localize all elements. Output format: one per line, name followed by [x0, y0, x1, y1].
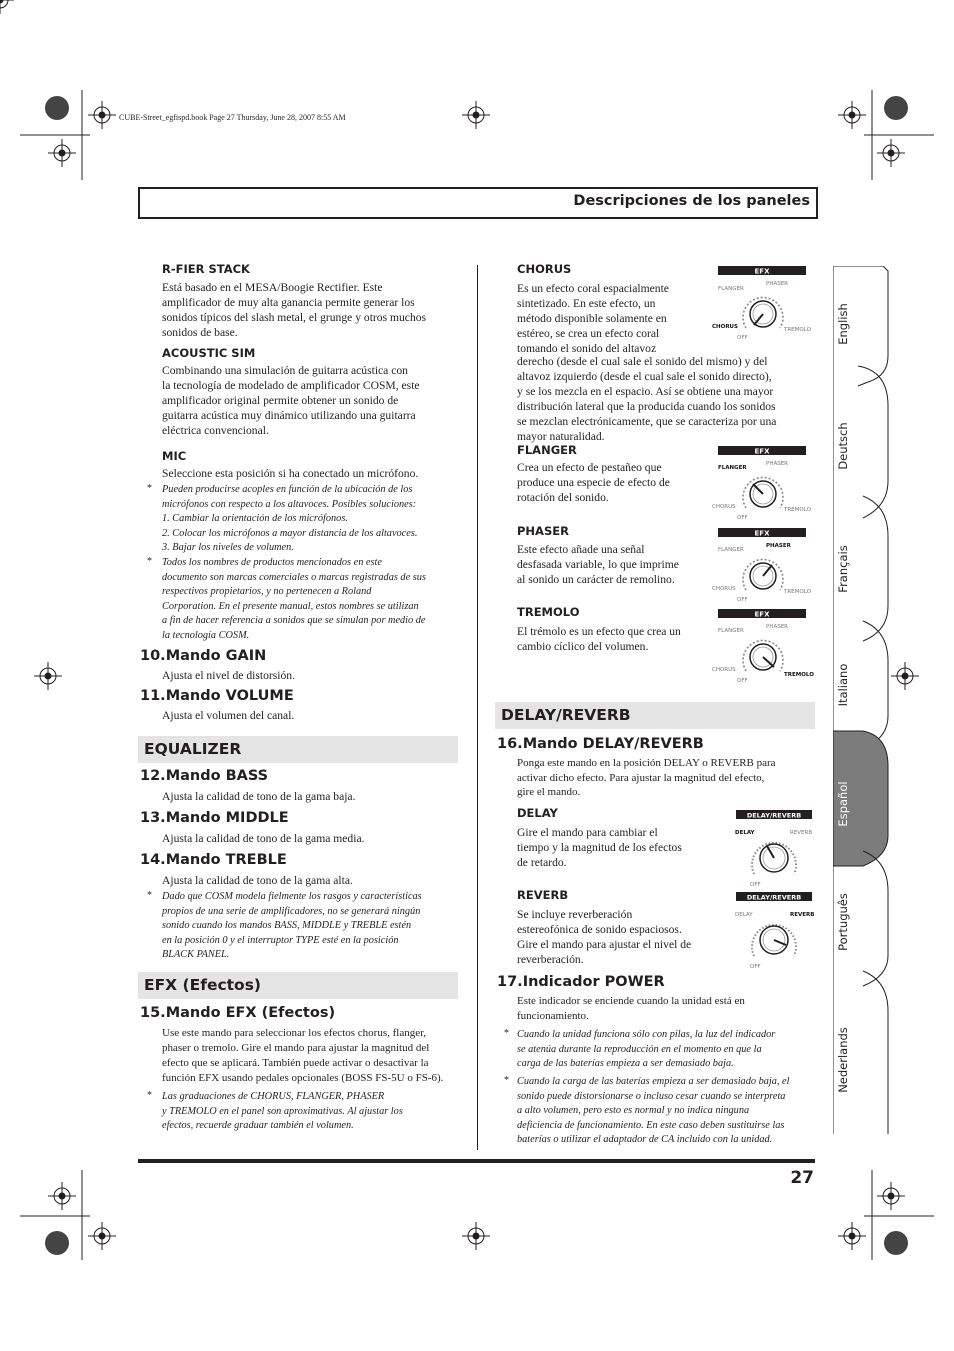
svg-text:DELAY/REVERB: DELAY/REVERB: [746, 811, 802, 820]
svg-text:PHASER: PHASER: [766, 543, 791, 549]
language-tabs: [833, 266, 893, 1134]
svg-text:OFF: OFF: [750, 882, 761, 888]
acoustic-title: ACOUSTIC SIM: [162, 346, 256, 360]
note-batteries-low: Cuando la carga de las baterías empieza a ser demasiado baja, el sonido puede distorsionarse o incluso cesar cuando se interpreta a alto volumen, pero esto es normal y no indica ninguna deficiencia de funcionamiento. En este caso deben sustituirse las baterías o utilizar el adaptador de CA incluido con la unidad.: [517, 1076, 790, 1145]
phaser-title: PHASER: [517, 524, 569, 538]
svg-text:PHASER: PHASER: [766, 624, 789, 630]
svg-text:CHORUS: CHORUS: [712, 586, 736, 592]
gain-heading: 10.Mando GAIN: [140, 648, 267, 664]
middle-heading: 13.Mando MIDDLE: [140, 810, 289, 826]
mic-title: MIC: [162, 449, 187, 463]
delay-reverb-heading: 16.Mando DELAY/REVERB: [497, 736, 704, 752]
svg-text:REVERB: REVERB: [790, 912, 815, 918]
svg-text:CHORUS: CHORUS: [712, 324, 738, 330]
svg-text:FLANGER: FLANGER: [718, 286, 744, 292]
tab-english[interactable]: English: [836, 303, 850, 345]
treble-text: Ajusta la calidad de tono de la gama alta.: [162, 874, 353, 887]
svg-text:PHASER: PHASER: [766, 461, 789, 467]
tab-nederlands[interactable]: Nederlands: [836, 1027, 850, 1093]
svg-text:PHASER: PHASER: [766, 281, 789, 287]
note-star: *: [147, 556, 152, 567]
note-star: *: [147, 1090, 152, 1101]
svg-text:FLANGER: FLANGER: [718, 465, 747, 471]
delay-title: DELAY: [517, 806, 558, 820]
svg-text:OFF: OFF: [737, 335, 748, 341]
svg-text:OFF: OFF: [737, 515, 748, 521]
svg-text:FLANGER: FLANGER: [718, 547, 744, 553]
svg-text:CHORUS: CHORUS: [712, 504, 736, 510]
tab-deutsch[interactable]: Deutsch: [836, 422, 850, 470]
svg-text:FLANGER: FLANGER: [718, 628, 744, 634]
note-efx: Las graduaciones de CHORUS, FLANGER, PHASER y TREMOLO en el panel son aproximativas. Al ajustar los efectos, recuerde graduar también el volumen.: [162, 1091, 403, 1131]
chorus-title: CHORUS: [517, 262, 572, 276]
rfier-title: R-FIER STACK: [162, 262, 250, 276]
chorus-text-short: Es un efecto coral espacialmente sintetizado. En este efecto, un método disponible solamente en estéreo, se crea un efecto coral tomando el sonido del altavoz: [517, 282, 669, 355]
treble-heading: 14.Mando TREBLE: [140, 852, 287, 868]
tab-espanol[interactable]: Español: [836, 781, 850, 827]
efx-knob-phaser-figure: [708, 526, 818, 604]
efx-section-band: EFX (Efectos): [138, 972, 458, 999]
svg-text:EFX: EFX: [754, 529, 770, 538]
page-number: 27: [790, 1168, 814, 1188]
note-star: *: [147, 483, 152, 494]
acoustic-text: Combinando una simulación de guitarra acústica con la tecnología de modelado de amplificador COSM, este amplificador original permite obtener un sonido de guitarra acústica muy dinámico utilizando una guitarra eléctrica convencional.: [162, 364, 420, 437]
rfier-text: Está basado en el MESA/Boogie Rectifier. Este amplificador de muy alta ganancia permite generar los sonidos típicos del slash metal, el grunge y otros muchos sonidos de base.: [162, 281, 427, 339]
middle-text: Ajusta la calidad de tono de la gama media.: [162, 832, 365, 845]
efx-knob-chorus-figure: [708, 264, 818, 342]
delay-knob-figure: [732, 808, 818, 890]
bass-text: Ajusta la calidad de tono de la gama baja.: [162, 790, 356, 803]
svg-text:EFX: EFX: [754, 610, 770, 619]
tab-portugues[interactable]: Português: [836, 893, 850, 951]
svg-text:DELAY: DELAY: [735, 912, 753, 918]
svg-text:TREMOLO: TREMOLO: [784, 672, 814, 678]
tab-francais[interactable]: Français: [836, 545, 850, 593]
note-star: *: [504, 1075, 509, 1086]
reverb-text: Se incluye reverberación estereofónica de sonido espaciosos. Gire el mando para ajustar el nivel de reverberación.: [517, 908, 692, 966]
equalizer-section-band: EQUALIZER: [138, 736, 458, 763]
note-trademarks: Todos los nombres de productos mencionados en este documento son marcas comerciales o marcas registradas de sus respectivos propietarios, y no pertenecen a Roland Corporation. En el presente manual, estos nombres se utilizan a fin de hacer referencia a sonidos que se simulan por medio de la tecnología COSM.: [162, 557, 426, 641]
tremolo-text: El trémolo es un efecto que crea un cambio cíclico del volumen.: [517, 625, 681, 653]
note-feedback: Pueden producirse acoples en función de la ubicación de los micrófonos con respecto a los altavoces. Posibles soluciones: 1. Cambiar la orientación de los micrófonos. 2. Colocar los micrófonos a mayor distancia de los altavoces. 3. Bajar los niveles de volumen.: [162, 484, 418, 553]
svg-text:OFF: OFF: [737, 678, 748, 684]
efx-knob-flanger-figure: [708, 444, 818, 522]
column-divider: [477, 265, 478, 1150]
chorus-text-long: derecho (desde el cual sale el sonido del mismo) y del altavoz izquierdo (desde el cual sale el sonido directo), y se los mezcla en el espacio. Así se obtiene una mayor distribución lateral que la producida cuando los sonidos se mezclan electrónicamente, que se caracteriza por una mayor naturalidad.: [517, 355, 777, 443]
svg-text:DELAY/REVERB: DELAY/REVERB: [746, 893, 802, 902]
page-section-title: Descripciones de los paneles: [573, 193, 810, 209]
svg-text:CHORUS: CHORUS: [712, 667, 736, 673]
reverb-title: REVERB: [517, 888, 569, 902]
footer-rule: [138, 1159, 815, 1163]
delay-reverb-text: Ponga este mando en la posición DELAY o REVERB para activar dicho efecto. Para ajustar la magnitud del efecto, gire el mando.: [517, 757, 776, 798]
svg-text:REVERB: REVERB: [790, 830, 813, 836]
svg-text:EFX: EFX: [754, 267, 770, 276]
print-info: CUBE-Street_egfispd.book Page 27 Thursday, June 28, 2007 8:55 AM: [119, 113, 346, 122]
reverb-knob-figure: [732, 890, 818, 972]
flanger-title: FLANGER: [517, 443, 577, 457]
efx-heading: 15.Mando EFX (Efectos): [140, 1005, 336, 1021]
svg-text:OFF: OFF: [750, 964, 761, 970]
note-batteries-dim: Cuando la unidad funciona sólo con pilas, la luz del indicador se atenúa durante la reproducción en el momento en que la carga de las baterías empieza a ser demasiado baja.: [517, 1029, 776, 1069]
phaser-text: Este efecto añade una señal desfasada variable, lo que imprime al sonido un carácter de remolino.: [517, 543, 679, 586]
svg-text:DELAY: DELAY: [735, 830, 755, 836]
tab-italiano[interactable]: Italiano: [836, 663, 850, 707]
gain-text: Ajusta el nivel de distorsión.: [162, 669, 295, 682]
svg-text:TREMOLO: TREMOLO: [784, 507, 811, 513]
note-star: *: [147, 890, 152, 901]
tremolo-title: TREMOLO: [517, 605, 580, 619]
svg-text:EFX: EFX: [754, 447, 770, 456]
mic-text: Seleccione esta posición si ha conectado un micrófono.: [162, 467, 419, 480]
power-text: Este indicador se enciende cuando la unidad está en funcionamiento.: [517, 995, 745, 1022]
flanger-text: Crea un efecto de pestañeo que produce una especie de efecto de rotación del sonido.: [517, 461, 670, 504]
delay-reverb-section-band: DELAY/REVERB: [495, 702, 815, 729]
note-star: *: [504, 1028, 509, 1039]
delay-text: Gire el mando para cambiar el tiempo y la magnitud de los efectos de retardo.: [517, 826, 682, 869]
volume-heading: 11.Mando VOLUME: [140, 688, 294, 704]
bass-heading: 12.Mando BASS: [140, 768, 269, 784]
svg-text:TREMOLO: TREMOLO: [784, 327, 811, 333]
efx-text: Use este mando para seleccionar los efectos chorus, flanger, phaser o tremolo. Gire el mando para ajustar la magnitud del efecto que se aplicará. También puede activar o desactivar la función EFX usando pedales opcionales (BOSS FS-5U o FS-6).: [162, 1027, 444, 1084]
svg-text:OFF: OFF: [737, 597, 748, 603]
power-heading: 17.Indicador POWER: [497, 974, 665, 990]
svg-text:TREMOLO: TREMOLO: [784, 589, 811, 595]
efx-knob-tremolo-figure: [708, 607, 818, 685]
volume-text: Ajusta el volumen del canal.: [162, 709, 295, 722]
note-cosm: Dado que COSM modela fielmente los rasgos y características propios de una serie de amplificadores, no se generará ningún sonido cuando los mandos BASS, MIDDLE y TREBLE estén en la posición 0 y el interruptor TYPE esté en la posición BLACK PANEL.: [162, 891, 422, 960]
header-bar: [138, 187, 818, 219]
